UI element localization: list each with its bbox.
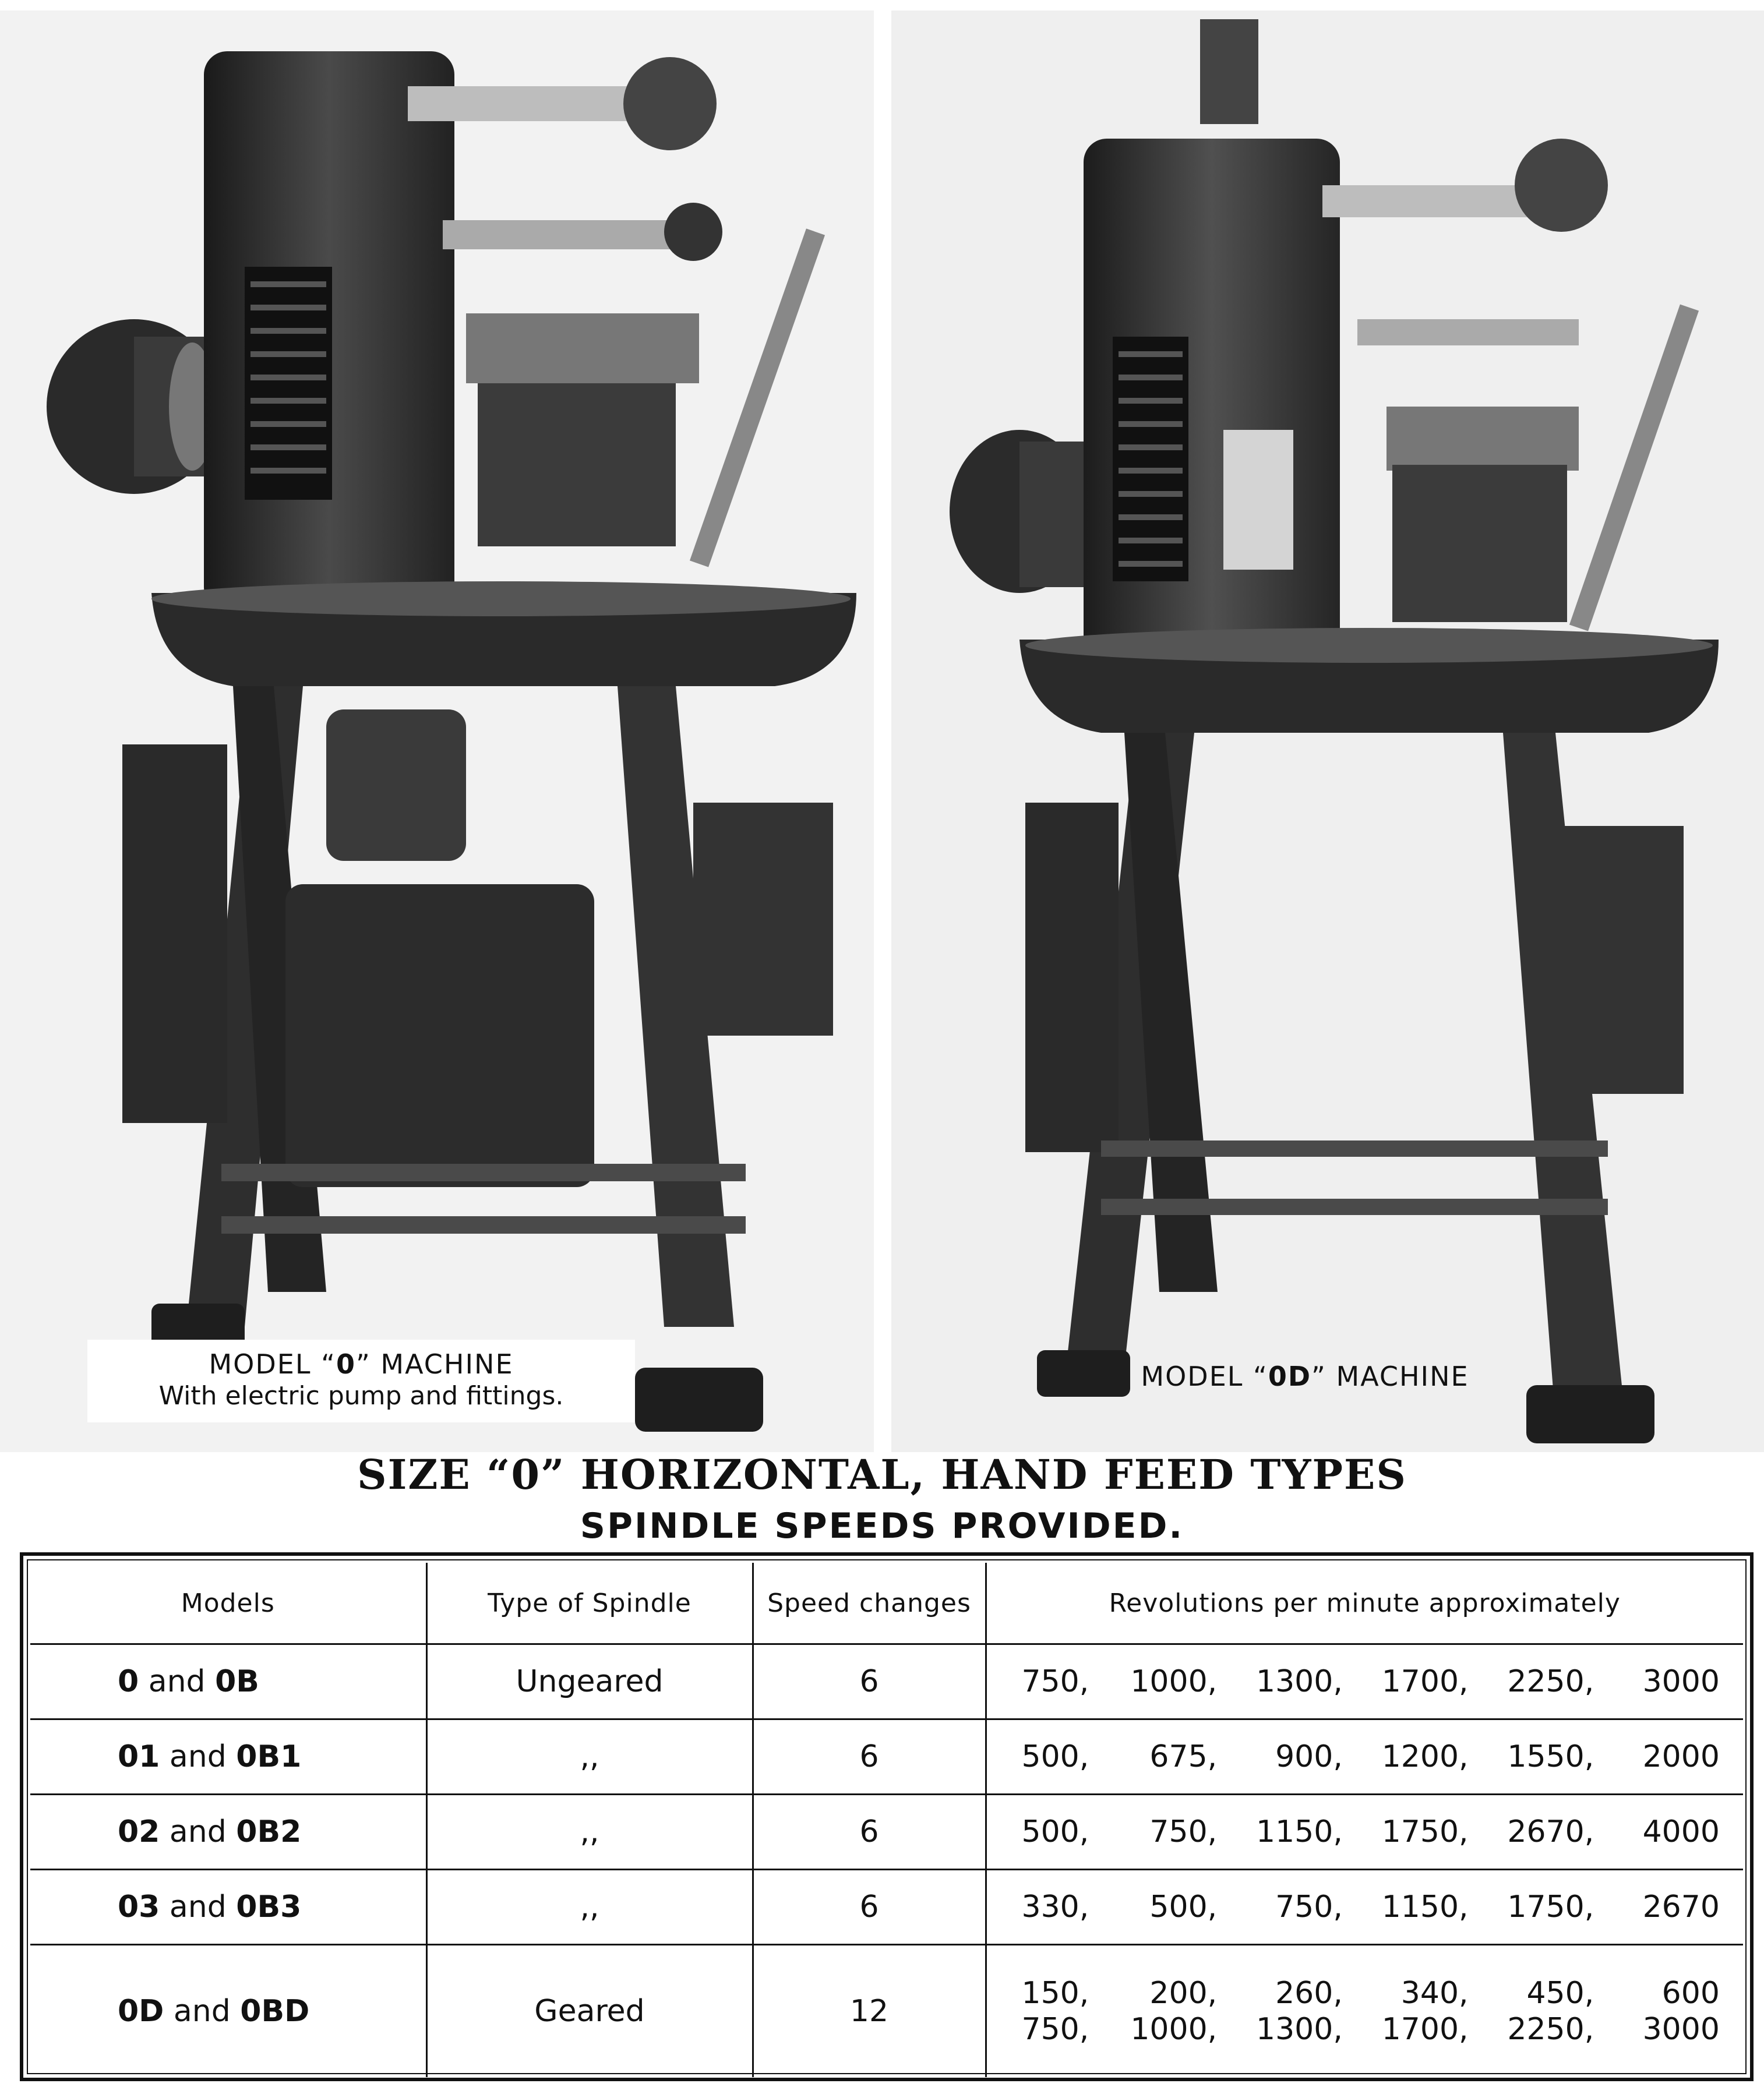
cell-models [30,1719,426,1795]
model-0d-caption-title [1072,1360,1538,1393]
cell-models [30,1945,426,2078]
rpm-value: 3000 [1642,2012,1720,2047]
cell-models [30,1644,426,1719]
rpm-value: 1150, [1381,1890,1469,1924]
rpm-value: 3000 [1642,1664,1720,1699]
rpm-value: 4000 [1642,1814,1720,1849]
caption-suffix: ” MACHINE [355,1348,514,1380]
model-0-caption-subtitle: With electric pump and fittings. [158,1381,564,1411]
header-speed-changes: Speed changes [753,1563,986,1644]
model-and: and [169,1814,227,1849]
rpm-value: 1300, [1256,2012,1343,2047]
rpm-value: 600 [1661,1976,1720,2011]
model-and: and [169,1890,227,1924]
spindle-speeds-grid [30,1563,1743,2077]
model-0-machine-photo [0,10,874,1452]
rpm-value: 1000, [1130,1664,1218,1699]
model-0-machine-illustration [0,10,874,1452]
cell-speed-changes: 6 [753,1870,986,1945]
rpm-line [1022,1975,1720,2011]
cell-type-of-spindle: ,, [426,1795,753,1870]
cell-speed-changes: 6 [753,1795,986,1870]
model-primary: 0D [118,1994,164,2029]
cell-rpm [986,1644,1743,1719]
header-type-of-spindle: Type of Spindle [426,1563,753,1644]
model-0-caption [87,1340,635,1422]
rpm-value: 1750, [1507,1890,1594,1924]
cell-type-of-spindle: Ungeared [426,1644,753,1719]
model-0-caption-title [99,1348,623,1380]
rpm-value: 1700, [1381,1664,1469,1699]
model-secondary: 0B1 [236,1739,302,1774]
rpm-value: 340, [1400,1976,1469,2011]
table-row [30,1719,1743,1795]
rpm-value: 1150, [1256,1814,1343,1849]
page-subtitle: SPINDLE SPEEDS PROVIDED. [580,1506,1184,1546]
rpm-value: 500, [1021,1814,1089,1849]
rpm-line [1022,2011,1720,2047]
cell-type-of-spindle: ,, [426,1870,753,1945]
rpm-value: 2250, [1507,1664,1594,1699]
cell-type-of-spindle: Geared [426,1945,753,2078]
rpm-value: 1200, [1381,1739,1469,1774]
rpm-value: 2670 [1642,1890,1720,1924]
model-and: and [148,1664,206,1699]
rpm-value: 675, [1149,1739,1218,1774]
model-secondary: 0B2 [236,1814,302,1849]
rpm-value: 2670, [1507,1814,1594,1849]
table-row [30,1795,1743,1870]
table-row [30,1945,1743,2078]
header-rpm: Revolutions per minute approximately [986,1563,1743,1644]
table-row [30,1870,1743,1945]
model-0d-caption [1072,1360,1538,1393]
caption-prefix: MODEL “ [209,1348,336,1380]
rpm-value: 750, [1275,1890,1343,1924]
cell-models [30,1795,426,1870]
model-primary: 0 [118,1664,139,1699]
model-0d-machine-photo [891,10,1764,1452]
caption-model: 0 [336,1348,356,1380]
rpm-value: 450, [1526,1976,1594,2011]
rpm-value: 1700, [1381,2012,1469,2047]
rpm-value: 330, [1021,1890,1089,1924]
model-secondary: 0BD [240,1994,310,2029]
rpm-value: 200, [1149,1976,1218,2011]
table-row [30,1644,1743,1719]
rpm-value: 2250, [1507,2012,1594,2047]
spindle-speeds-table [20,1552,1754,2081]
caption-model: 0D [1268,1361,1312,1392]
rpm-line [1022,1664,1720,1700]
model-primary: 01 [118,1739,160,1774]
rpm-value: 900, [1275,1739,1343,1774]
table-body [30,1644,1743,2078]
model-and: and [173,1994,231,2029]
rpm-value: 500, [1149,1890,1218,1924]
model-0d-machine-illustration [891,10,1764,1452]
rpm-value: 260, [1275,1976,1343,2011]
cell-speed-changes: 6 [753,1719,986,1795]
rpm-value: 150, [1021,1976,1089,2011]
rpm-value: 1300, [1256,1664,1343,1699]
rpm-line [1022,1814,1720,1850]
rpm-value: 750, [1149,1814,1218,1849]
rpm-line [1022,1739,1720,1775]
model-primary: 02 [118,1814,160,1849]
cell-rpm [986,1870,1743,1945]
rpm-line [1022,1889,1720,1925]
rpm-value: 750, [1021,1664,1089,1699]
rpm-value: 1550, [1507,1739,1594,1774]
page-title: SIZE “0” HORIZONTAL, HAND FEED TYPES [357,1450,1407,1499]
cell-rpm [986,1945,1743,2078]
rpm-value: 500, [1021,1739,1089,1774]
caption-suffix: ” MACHINE [1311,1361,1469,1392]
table-header-row [30,1563,1743,1644]
rpm-value: 2000 [1642,1739,1720,1774]
model-primary: 03 [118,1890,160,1924]
cell-speed-changes: 12 [753,1945,986,2078]
caption-prefix: MODEL “ [1141,1361,1268,1392]
cell-type-of-spindle: ,, [426,1719,753,1795]
cell-speed-changes: 6 [753,1644,986,1719]
model-secondary: 0B [215,1664,259,1699]
model-secondary: 0B3 [236,1890,302,1924]
rpm-value: 1000, [1130,2012,1218,2047]
model-and: and [169,1739,227,1774]
cell-rpm [986,1795,1743,1870]
rpm-value: 750, [1021,2012,1089,2047]
header-models: Models [30,1563,426,1644]
cell-models [30,1870,426,1945]
cell-rpm [986,1719,1743,1795]
rpm-value: 1750, [1381,1814,1469,1849]
